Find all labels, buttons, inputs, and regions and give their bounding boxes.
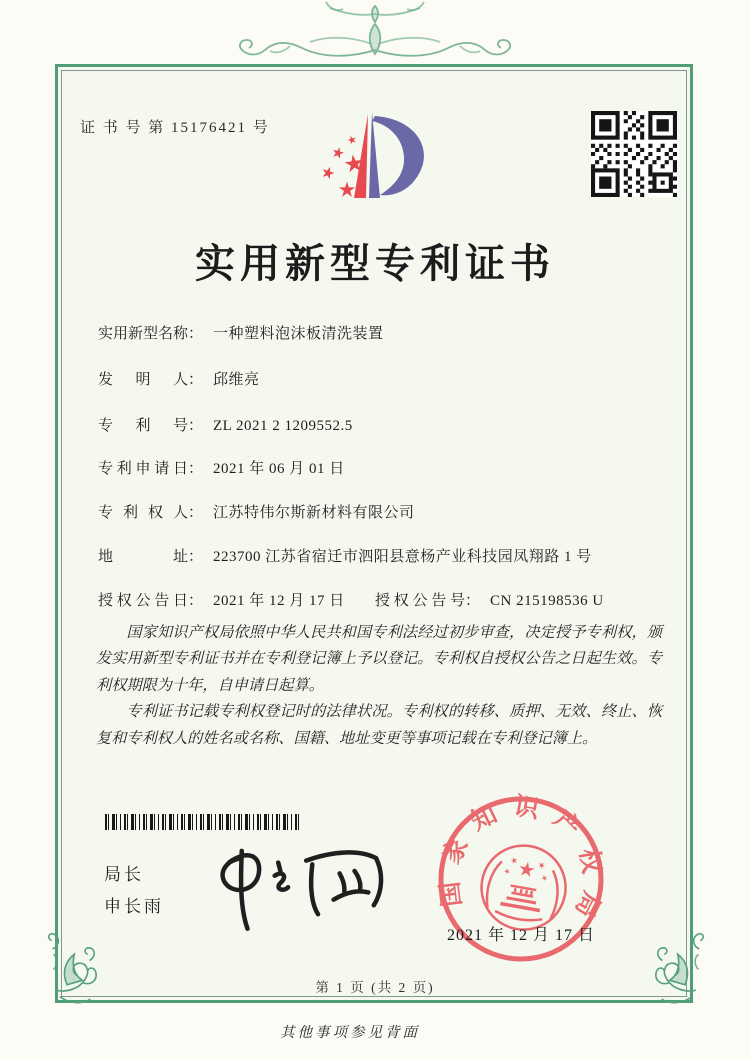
commissioner-name: 申长雨 (104, 897, 164, 916)
field-grant-number (375, 589, 604, 610)
barcode (105, 814, 301, 830)
field-label: 授权公告号 (375, 593, 465, 609)
field-row-patent-number (98, 414, 664, 435)
field-row-patentee (98, 501, 664, 522)
cnipa-logo (298, 106, 483, 234)
seal-ring-text: 国家知识产权局 (435, 792, 608, 935)
colon: ： (188, 461, 204, 477)
seal-date: 2021 年 12 月 17 日 (446, 927, 595, 944)
colon: ： (188, 372, 204, 388)
colon: ： (188, 418, 204, 434)
legal-paragraph-1: 国家知识产权局依照中华人民共和国专利法经过初步审查，决定授予专利权，颁发实用新型专利证书并在专利登记簿上予以登记。专利权自授权公告之日起生效。专利权期限为十年，自申请日起算。 (96, 624, 662, 694)
back-side-note: 其他事项参见背面 (280, 1025, 420, 1041)
commissioner-title: 局长 (104, 865, 144, 884)
field-label: 授权公告日 (98, 593, 188, 609)
field-row-filing-date (98, 457, 664, 478)
field-value: CN 215198536 U (490, 593, 604, 609)
colon: ： (465, 593, 481, 609)
field-label: 地址 (98, 549, 188, 565)
legal-paragraph-2: 专利证书记载专利权登记时的法律状况。专利权的转移、质押、无效、终止、恢复和专利权人的姓名或名称、国籍、地址变更等事项记载在专利登记簿上。 (96, 703, 662, 747)
certificate-title: 实用新型专利证书 (195, 241, 555, 286)
svg-text:国家知识产权局 (433, 791, 609, 936)
field-row-inventor (98, 368, 664, 389)
field-value: 2021 年 06 月 01 日 (213, 461, 345, 477)
corner-flourish-right (640, 920, 712, 1010)
colon: ： (188, 593, 204, 609)
field-label: 实用新型名称 (98, 326, 189, 342)
field-value: 一种塑料泡沫板清洗装置 (213, 326, 384, 342)
field-label: 专利号 (98, 418, 188, 434)
legal-text (96, 620, 662, 752)
field-label: 专利申请日 (98, 461, 188, 477)
field-row-name (98, 322, 664, 343)
qr-code (591, 111, 677, 197)
field-value: 江苏特伟尔斯新材料有限公司 (213, 505, 415, 521)
logo-p-bowl (372, 116, 424, 195)
top-ornament (230, 0, 520, 64)
field-value: 邱维亮 (213, 372, 260, 388)
certificate-number: 证 书 号 第 15176421 号 (80, 120, 270, 136)
colon: ： (188, 505, 204, 521)
field-value: 2021 年 12 月 17 日 (213, 593, 345, 609)
page-number: 第 1 页 (共 2 页) (315, 980, 435, 995)
colon: ： (188, 326, 204, 342)
field-row-grant (98, 589, 664, 610)
field-row-address (98, 545, 664, 566)
signature (195, 835, 400, 935)
colon: ： (188, 549, 204, 565)
corner-flourish-left (40, 920, 112, 1010)
logo-red-wedge (354, 114, 368, 198)
field-label: 发明人 (98, 372, 188, 388)
field-label: 专利权人 (98, 505, 188, 521)
field-value: ZL 2021 2 1209552.5 (213, 418, 353, 434)
field-value: 223700 江苏省宿迁市泗阳县意杨产业科技园凤翔路 1 号 (213, 549, 592, 565)
logo-purple-bar (369, 112, 380, 198)
